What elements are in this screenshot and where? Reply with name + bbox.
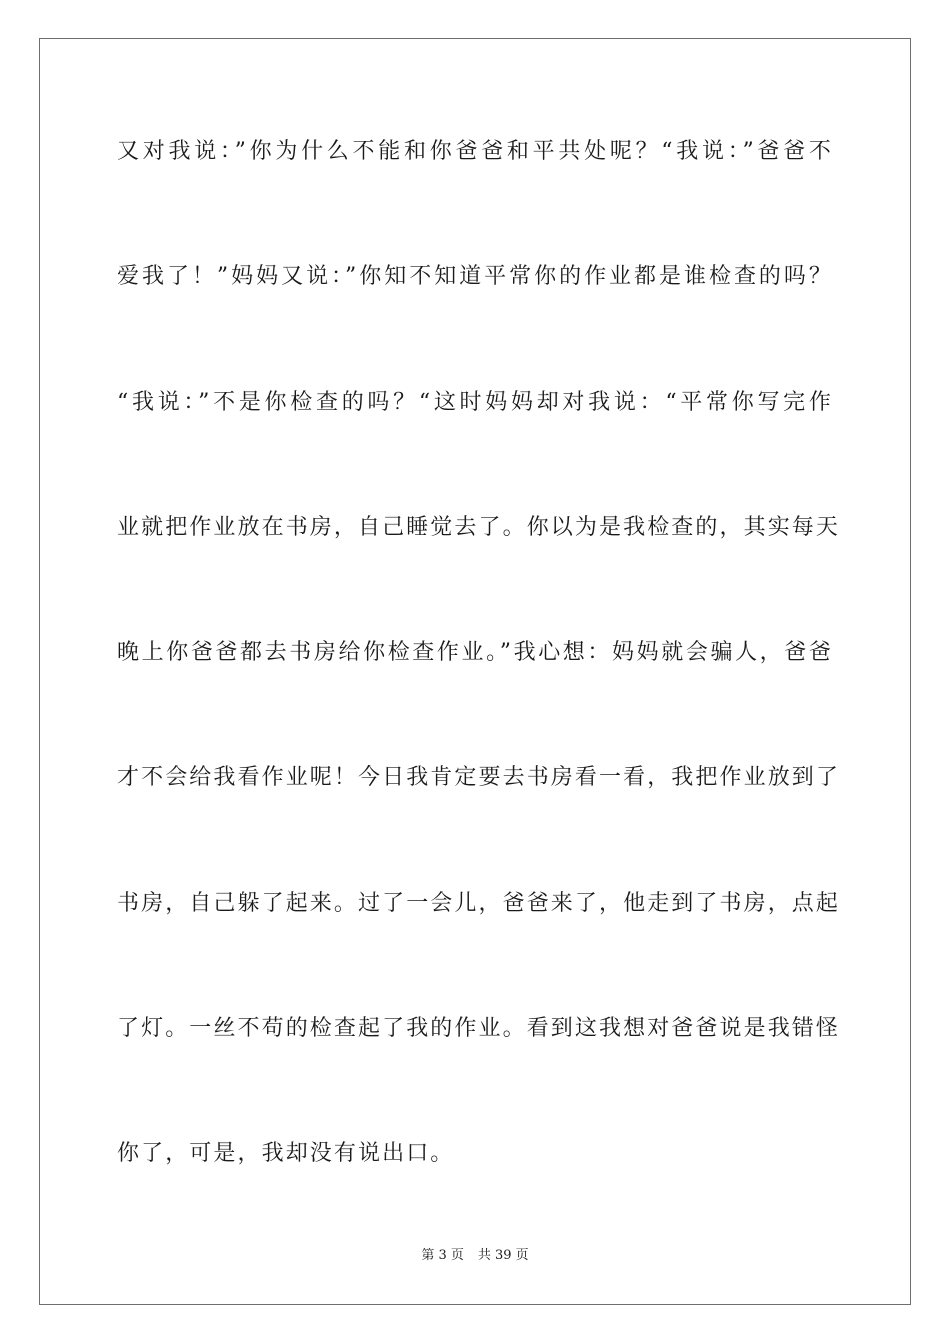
text-line: 才不会给我看作业呢！今日我肯定要去书房看一看，我把作业放到了 [117, 765, 841, 791]
text-line: 业就把作业放在书房，自己睡觉去了。你以为是我检查的，其实每天 [117, 514, 841, 540]
text-line: 又对我说：”你为什么不能和你爸爸和平共处呢？“我说：”爸爸不 [117, 139, 833, 164]
text-line: “我说：”不是你检查的吗？“这时妈妈却对我说：“平常你写完作 [117, 389, 833, 415]
text-line: 晚上你爸爸都去书房给你检查作业。”我心想：妈妈就会骗人，爸爸 [117, 640, 833, 666]
text-line: 了灯。一丝不苟的检查起了我的作业。看到这我想对爸爸说是我错怪 [117, 1016, 841, 1042]
page-total: 共 39 页 [477, 1248, 529, 1263]
text-line: 你了，可是，我却没有说出口。 [117, 1141, 455, 1167]
page-footer [0, 1246, 950, 1266]
page-number: 第 3 页 [421, 1248, 464, 1263]
document-body [117, 120, 841, 1248]
text-line: 书房，自己躲了起来。过了一会儿，爸爸来了，他走到了书房，点起 [117, 890, 841, 916]
text-line: 爱我了！”妈妈又说：”你知不知道平常你的作业都是谁检查的吗？ [117, 264, 833, 290]
